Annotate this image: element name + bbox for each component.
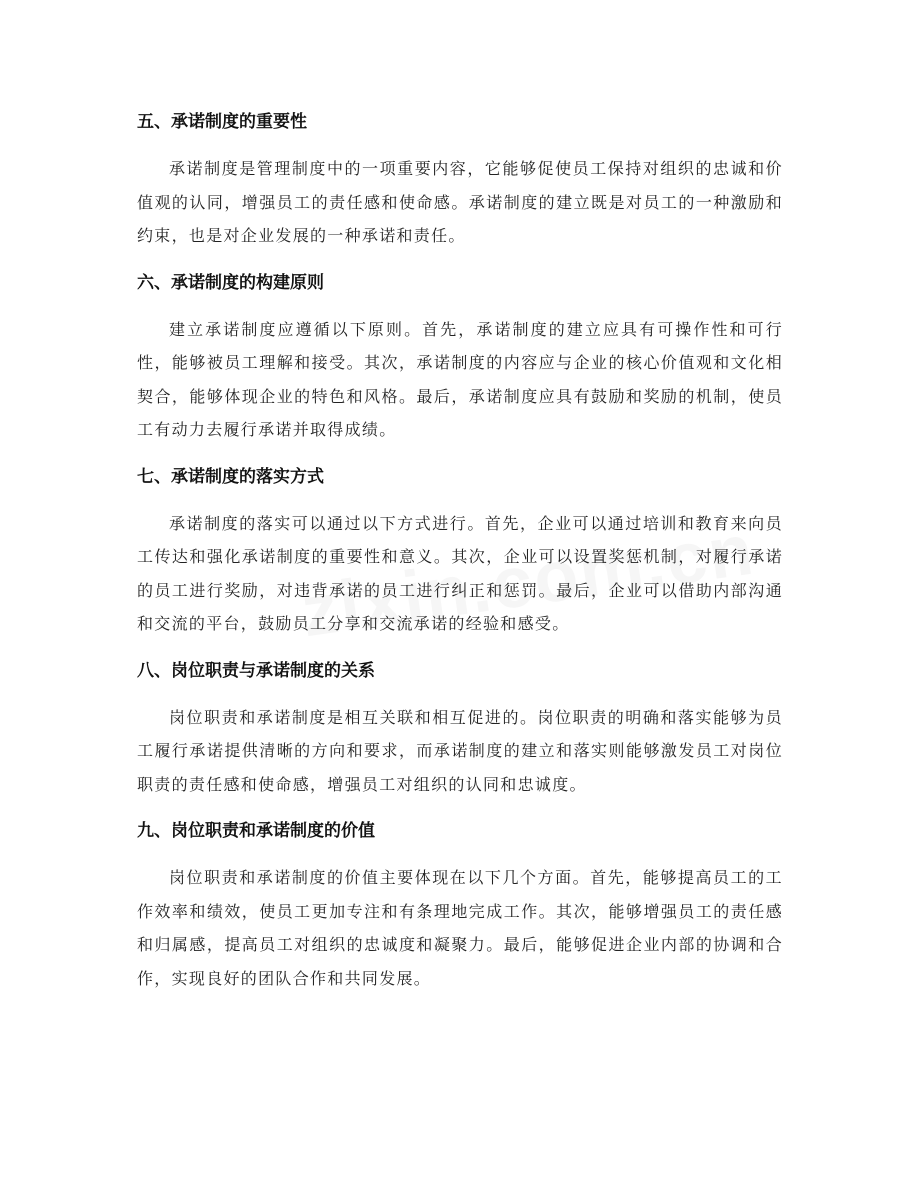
section-paragraph: 承诺制度是管理制度中的一项重要内容，它能够促使员工保持对组织的忠诚和价值观的认同，增强员工的责任感和使命感。承诺制度的建立既是对员工的一种激励和约束，也是对企业发展的一种承诺和责任。 [137, 159, 783, 245]
section-7 [137, 461, 783, 641]
section-heading: 六、承诺制度的构建原则 [137, 272, 324, 293]
section-heading: 五、承诺制度的重要性 [137, 112, 307, 132]
section-paragraph: 岗位职责和承诺制度是相互关联和相互促进的。岗位职责的明确和落实能够为员工履行承诺提供清晰的方向和要求，而承诺制度的建立和落实则能够激发员工对岗位职责的责任感和使命感，增强员工对组织的认同和忠诚度。 [137, 707, 783, 794]
section-9 [137, 815, 783, 995]
section-paragraph: 承诺制度的落实可以通过以下方式进行。首先，企业可以通过培训和教育来向员工传达和强化承诺制度的重要性和意义。其次，企业可以设置奖惩机制，对履行承诺的员工进行奖励，对违背承诺的员工进行纠正和惩罚。最后，企业可以借助内部沟通和交流的平台，鼓励员工分享和交流承诺的经验和感受。 [137, 513, 783, 633]
section-paragraph: 岗位职责和承诺制度的价值主要体现在以下几个方面。首先，能够提高员工的工作效率和绩效，使员工更加专注和有条理地完成工作。其次，能够增强员工的责任感和归属感，提高员工对组织的忠诚度和凝聚力。最后，能够促进企业内部的协调和合作，实现良好的团队合作和共同发展。 [137, 868, 783, 988]
section-5 [137, 106, 783, 253]
section-8 [137, 655, 783, 802]
section-heading: 九、岗位职责和承诺制度的价值 [137, 821, 375, 841]
document-body [137, 106, 783, 1009]
section-6 [137, 267, 783, 447]
section-heading: 七、承诺制度的落实方式 [137, 466, 324, 487]
section-heading: 八、岗位职责与承诺制度的关系 [137, 660, 375, 681]
section-paragraph: 建立承诺制度应遵循以下原则。首先，承诺制度的建立应具有可操作性和可行性，能够被员工理解和接受。其次，承诺制度的内容应与企业的核心价值观和文化相契合，能够体现企业的特色和风格。最后，承诺制度应具有鼓励和奖励的机制，使员工有动力去履行承诺并取得成绩。 [137, 319, 783, 439]
